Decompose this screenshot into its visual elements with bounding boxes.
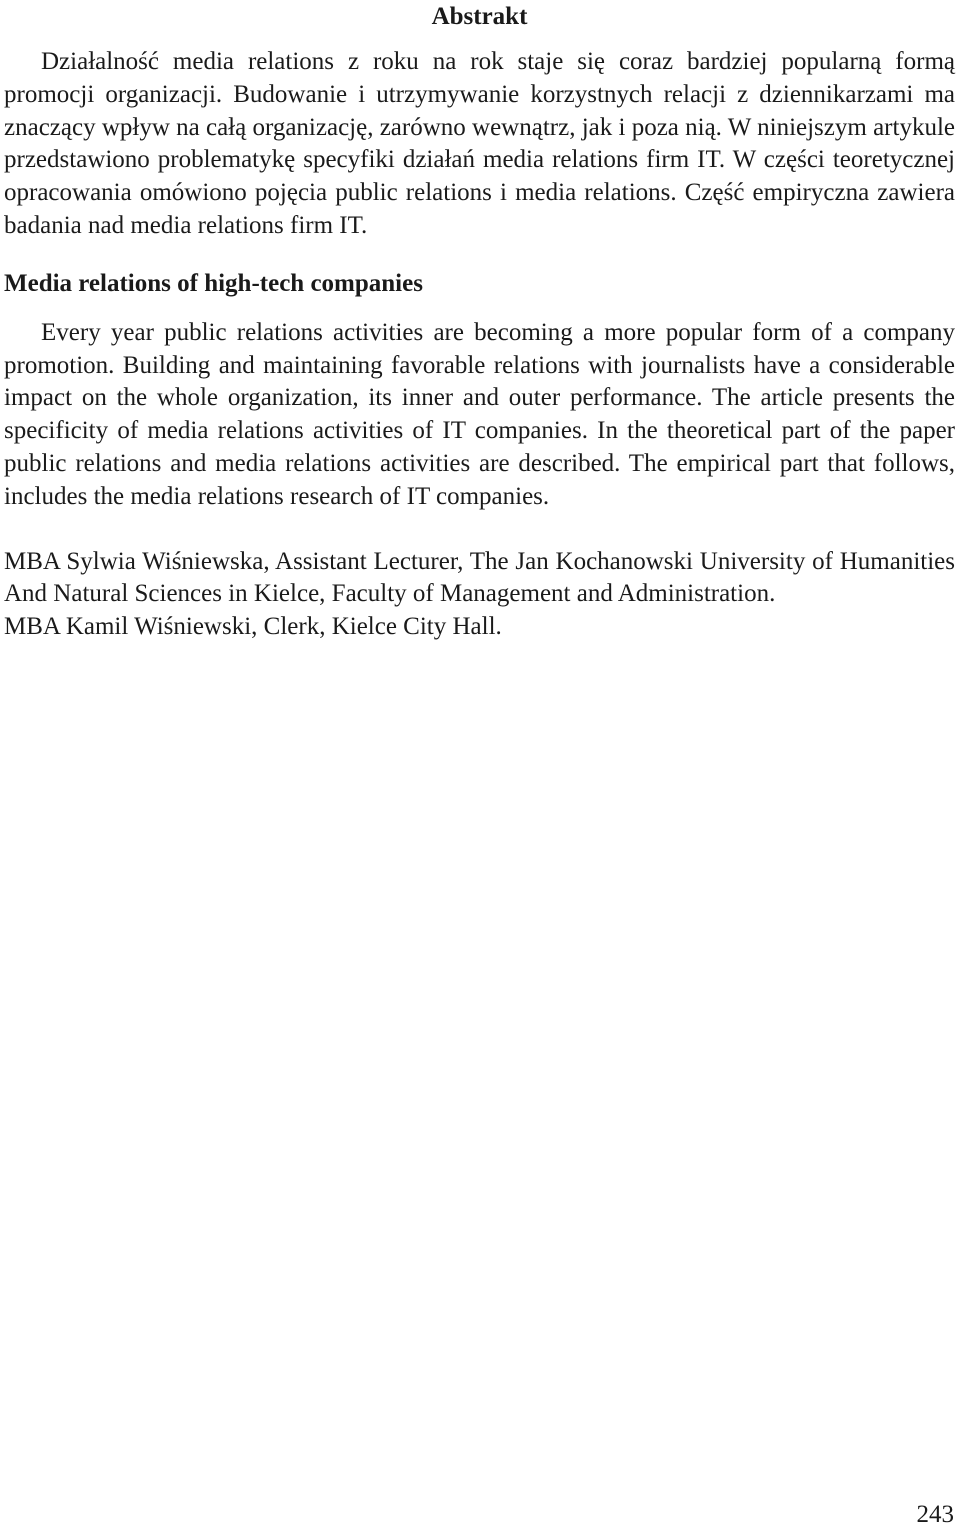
author-info — [4, 546, 955, 644]
page-content — [4, 0, 955, 644]
abstract-pl-body: Działalność media relations z roku na rok staje się coraz bardziej popularną formą promocji organizacji. Budowanie i utrzymywanie korzystnych relacji z dziennikarzami ma znaczący wpływ na całą organizację, zarówno wewnątrz, jak i poza nią. W niniejszym artykule przedstawiono problematykę specyfiki działań media relations firm IT. W części teoretycznej opracowania omówiono pojęcia public relations i media relations. Część empiryczna zawiera badania nad media relations firm IT. — [4, 48, 955, 239]
abstract-en-heading: Media relations of high-tech companies — [4, 269, 423, 297]
author-2-affiliation: MBA Kamil Wiśniewski, Clerk, Kielce City Hall. — [4, 613, 502, 641]
abstract-pl-heading: Abstrakt — [431, 3, 528, 30]
author-1-affiliation: MBA Sylwia Wiśniewska, Assistant Lecturer, The Jan Kochanowski University of Humanities And Natural Sciences in Kielce, Faculty of Management and Administration. — [4, 547, 955, 608]
abstract-en-body: Every year public relations activities are becoming a more popular form of a company promotion. Building and maintaining favorable relations with journalists have a considerable impact on the whole organization, its inner and outer performance. The article presents the specificity of media relations activities of IT companies. In the theoretical part of the paper public relations and media relations activities are described. The empirical part that follows, includes the media relations research of IT companies. — [4, 318, 955, 510]
page-number: 243 — [916, 1501, 954, 1528]
